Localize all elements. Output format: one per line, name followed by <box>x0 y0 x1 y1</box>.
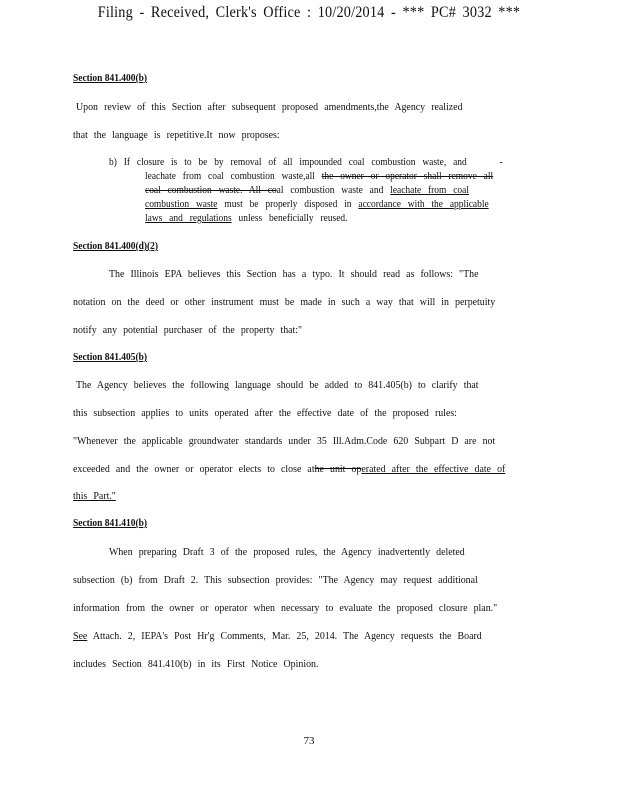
paragraph-line: See Attach. 2, IEPA's Post Hr'g Comments, Mar. 25, 2014. The Agency requests the Board <box>73 630 482 642</box>
paragraph-line: When preparing Draft 3 of the proposed rules, the Agency inadvertently deleted <box>109 546 465 558</box>
item-b-line: b) If closure is to be by removal of all impounded coal combustion waste, and - <box>109 157 503 168</box>
paragraph-line: Upon review of this Section after subsequent proposed amendments,the Agency realized <box>76 101 463 113</box>
paragraph-line: this subsection applies to units operated after the effective date of the proposed rules: <box>73 407 457 419</box>
item-b-line: leachate from coal combustion waste,all the owner or operator shall remove all <box>145 171 494 182</box>
paragraph-line: notation on the deed or other instrument must be made in such a way that will in perpetuity <box>73 296 496 308</box>
paragraph-line: exceeded and the owner or operator elects to close athe unit operated after the effective date of <box>73 463 506 475</box>
paragraph-line: The Agency believes the following language should be added to 841.405(b) to clarify that <box>76 379 479 391</box>
paragraph-line: subsection (b) from Draft 2. This subsection provides: "The Agency may request additional <box>73 574 478 586</box>
paragraph-line: The Illinois EPA believes this Section has a typo. It should read as follows: "The <box>109 268 479 280</box>
section-heading-841-410-b: Section 841.410(b) <box>73 518 148 529</box>
paragraph-line: "Whenever the applicable groundwater standards under 35 Ill.Adm.Code 620 Subpart D are not <box>73 435 496 447</box>
item-b-line: coal combustion waste. All coal combustion waste and leachate from coal <box>145 185 469 196</box>
filing-header: Filing - Received, Clerk's Office : 10/20/2014 - *** PC# 3032 *** <box>97 4 521 21</box>
item-b-line: laws and regulations unless beneficially reused. <box>145 213 348 224</box>
page-number: 73 <box>303 735 315 747</box>
paragraph-line: includes Section 841.410(b) in its First Notice Opinion. <box>73 658 319 670</box>
item-b-line: combustion waste must be properly disposed in accordance with the applicable <box>145 199 489 210</box>
paragraph-line: notify any potential purchaser of the property that:" <box>73 324 303 336</box>
section-heading-841-400-b: Section 841.400(b) <box>73 73 148 84</box>
section-heading-841-405-b: Section 841.405(b) <box>73 352 148 363</box>
paragraph-line: information from the owner or operator when necessary to evaluate the proposed closure plan." <box>73 602 498 614</box>
paragraph-line: this Part." <box>73 490 116 502</box>
section-heading-841-400-d-2: Section 841.400(d)(2) <box>73 241 159 252</box>
paragraph-line: that the language is repetitive.It now proposes: <box>73 129 280 141</box>
